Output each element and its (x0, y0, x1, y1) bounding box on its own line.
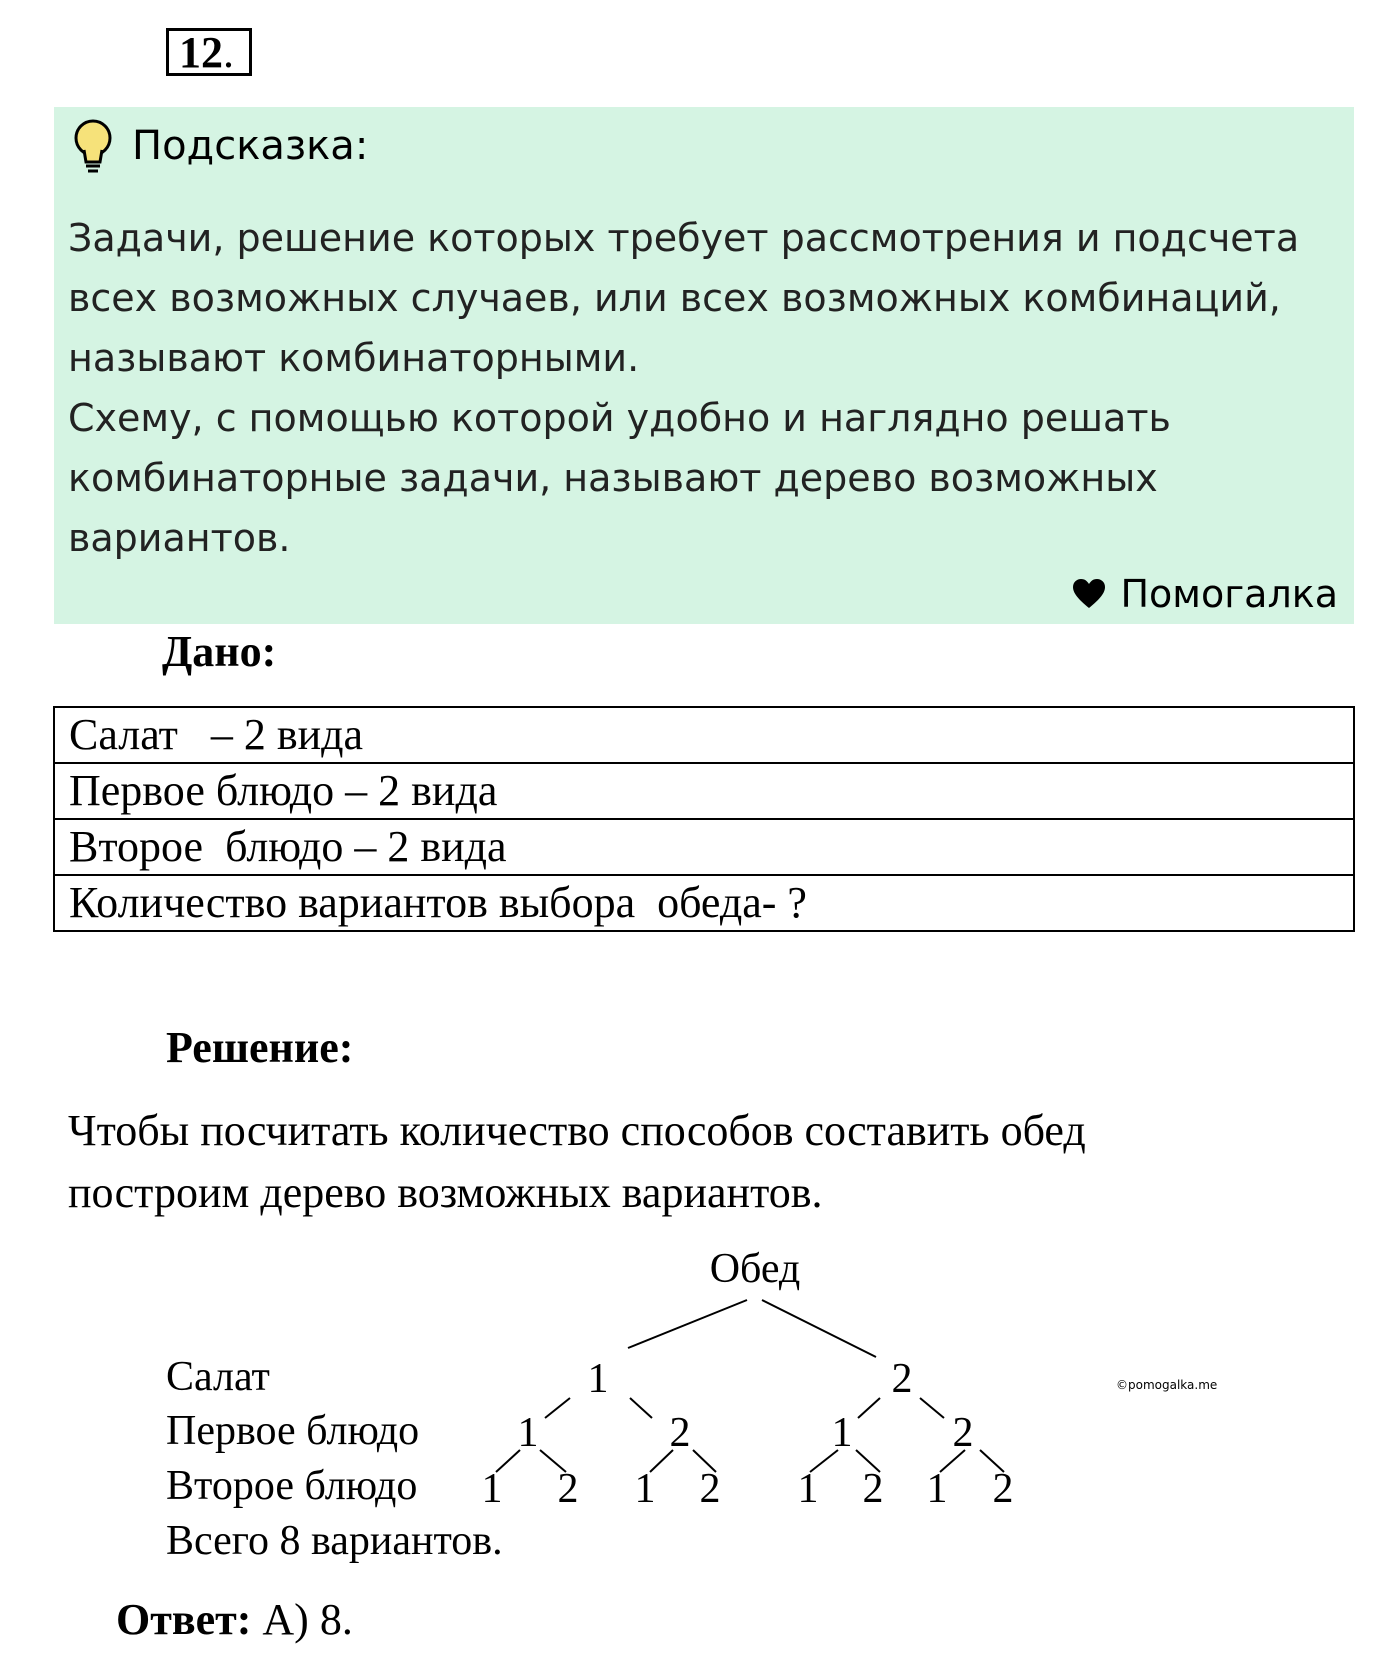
answer (116, 1594, 353, 1646)
hint-line: комбинаторные задачи, называют дерево возможных (68, 456, 1158, 500)
given-heading: Дано: (162, 627, 277, 676)
tree-node-second: 2 (862, 1466, 884, 1512)
tree-node-salad: 2 (891, 1356, 913, 1402)
tree-node-second: 2 (992, 1466, 1014, 1512)
hint-line: Схему, с помощью которой удобно и наглядно решать (68, 396, 1171, 440)
given-row: Салат – 2 вида (54, 707, 1354, 763)
task-number: 12 (179, 28, 223, 77)
tree-node-first: 2 (952, 1410, 974, 1456)
tree-node-salad: 1 (587, 1356, 609, 1402)
hint-title: Подсказка: (132, 123, 369, 169)
tree-root: Обед (709, 1246, 801, 1292)
hint-line: всех возможных случаев, или всех возможных комбинаций, (68, 276, 1281, 320)
hint-line: вариантов. (68, 516, 291, 560)
tree-total: Всего 8 вариантов. (166, 1518, 503, 1564)
tree-edges (496, 1300, 1004, 1472)
task-number-dot: . (223, 28, 234, 77)
tree-node-second: 2 (557, 1466, 579, 1512)
given-row: Второе блюдо – 2 вида (54, 819, 1354, 875)
tree-node-first: 2 (669, 1410, 691, 1456)
tree-node-second: 2 (699, 1466, 721, 1512)
tree-node-first: 1 (831, 1410, 853, 1456)
solution-line: построим дерево возможных вариантов. (68, 1168, 823, 1217)
level-label-first: Первое блюдо (166, 1408, 420, 1454)
answer-label: Ответ: (116, 1595, 252, 1644)
hint-line: называют комбинаторными. (68, 336, 640, 380)
given-row: Количество вариантов выбора обеда- ? (54, 875, 1354, 931)
tree-node-second: 1 (481, 1466, 503, 1512)
solution-line: Чтобы посчитать количество способов составить обед (68, 1106, 1086, 1155)
hint-line: Задачи, решение которых требует рассмотрения и подсчета (68, 216, 1300, 260)
tree-node-first: 1 (517, 1410, 539, 1456)
level-label-salad: Салат (166, 1354, 270, 1400)
watermark: ©pomogalka.me (1116, 1378, 1218, 1392)
level-label-second: Второе блюдо (166, 1463, 418, 1509)
brand-name: Помогалка (1120, 572, 1338, 616)
solution-heading: Решение: (166, 1023, 354, 1072)
tree-node-second: 1 (634, 1466, 656, 1512)
answer-value: А) 8. (251, 1595, 353, 1644)
tree-node-second: 1 (797, 1466, 819, 1512)
given-row: Первое блюдо – 2 вида (54, 763, 1354, 819)
tree-node-second: 1 (926, 1466, 948, 1512)
